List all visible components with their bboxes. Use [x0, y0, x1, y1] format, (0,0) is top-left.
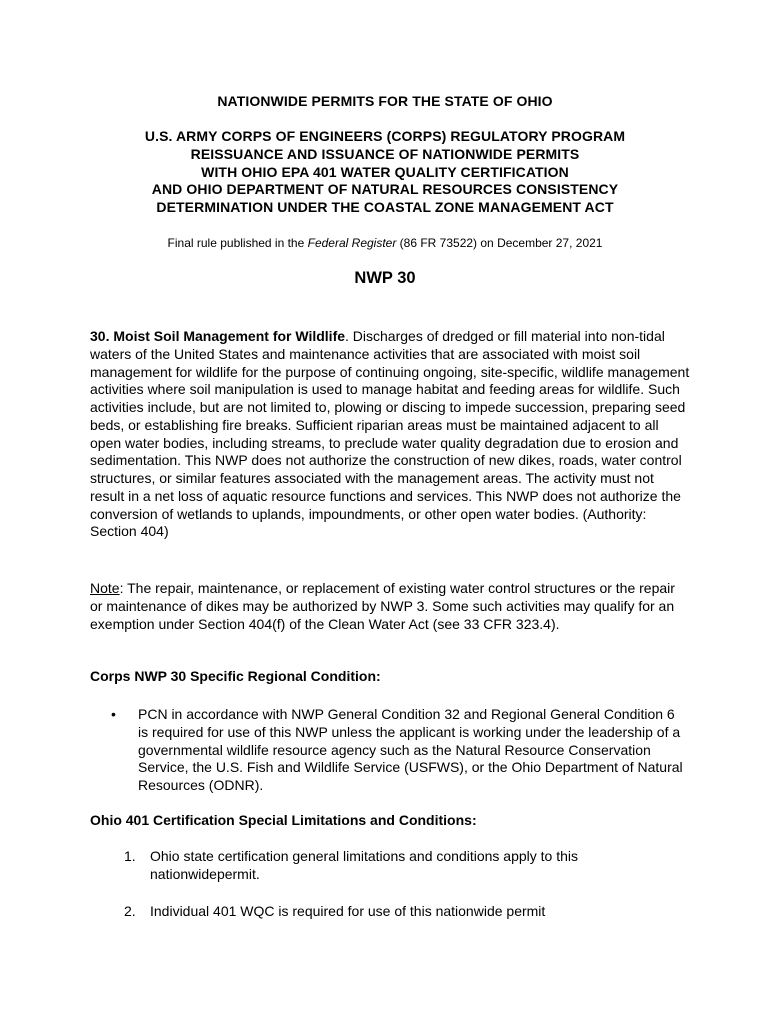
note-paragraph [90, 580, 690, 633]
publication-prefix: Final rule published in the [167, 236, 308, 250]
publication-line [0, 236, 770, 251]
nwp-heading: NWP 30 [354, 269, 416, 287]
note-text: : The repair, maintenance, or replacement of existing water control structures or the repair or maintenance of dikes may be authorized by NWP 3. Some such activities may qualify for an exemption under Section 404(f) of the Clean Water Act (see 33 CFR 323.4). [90, 580, 675, 632]
subtitle-line: AND OHIO DEPARTMENT OF NATURAL RESOURCES CONSISTENCY [151, 181, 619, 198]
permit-description: . Discharges of dredged or fill material into non-tidal waters of the United States and maintenance activities that are associated with moist soil management for wildlife for the purpose of continuing ongoing, site-specific, wildlife management activities where soil manipulation is used to manage habitat and feeding areas for wildlife. Such activities include, but are not limited to, plowing or discing to impede succession, preparing seed beds, or establishing fire breaks. Sufficient riparian areas must be maintained adjacent to all open water bodies, including streams, to preclude water quality degradation due to erosion and sedimentation. This NWP does not authorize the construction of new dikes, roads, water control structures, or similar features associated with the management areas. The activity must not result in a net loss of aquatic resource functions and services. This NWP does not authorize the conversion of wetlands to uplands, impoundments, or other open water bodies. (Authority: Section 404) [90, 328, 690, 540]
permit-title: 30. Moist Soil Management for Wildlife [90, 328, 346, 344]
document-title: NATIONWIDE PERMITS FOR THE STATE OF OHIO [217, 93, 553, 109]
federal-register-text: Federal Register [307, 236, 397, 250]
subtitle-line: REISSUANCE AND ISSUANCE OF NATIONWIDE PERMITS [190, 145, 580, 162]
list-text: Individual 401 WQC is required for use of this nationwide permit [150, 903, 546, 919]
list-text: Ohio state certification general limitations and conditions apply to this nationwidepermit. [150, 848, 579, 882]
main-paragraph [90, 328, 690, 541]
bullet-text: PCN in accordance with NWP General Condition 32 and Regional General Condition 6 is required for use of this NWP unless the applicant is working under the leadership of a governmental wildlife resource agency such as the Natural Resource Conservation Service, the U.S. Fish and Wildlife Service (USFWS), or the Ohio Department of Natural Resources (ODNR). [138, 706, 683, 793]
ohio-401-heading: Ohio 401 Certification Special Limitations and Conditions: [90, 812, 477, 828]
list-number: 1. [124, 848, 136, 864]
list-number: 2. [124, 903, 136, 919]
subtitle-line: WITH OHIO EPA 401 WATER QUALITY CERTIFICATION [201, 163, 569, 180]
subtitle-line: U.S. ARMY CORPS OF ENGINEERS (CORPS) REGULATORY PROGRAM [144, 128, 626, 144]
note-label: Note [90, 580, 120, 596]
document-subtitle [0, 128, 770, 217]
bullet-icon: • [111, 706, 116, 722]
regional-condition-heading: Corps NWP 30 Specific Regional Condition: [90, 668, 381, 684]
publication-suffix: (86 FR 73522) on December 27, 2021 [396, 236, 603, 250]
subtitle-line: DETERMINATION UNDER THE COASTAL ZONE MANAGEMENT ACT [156, 199, 614, 216]
